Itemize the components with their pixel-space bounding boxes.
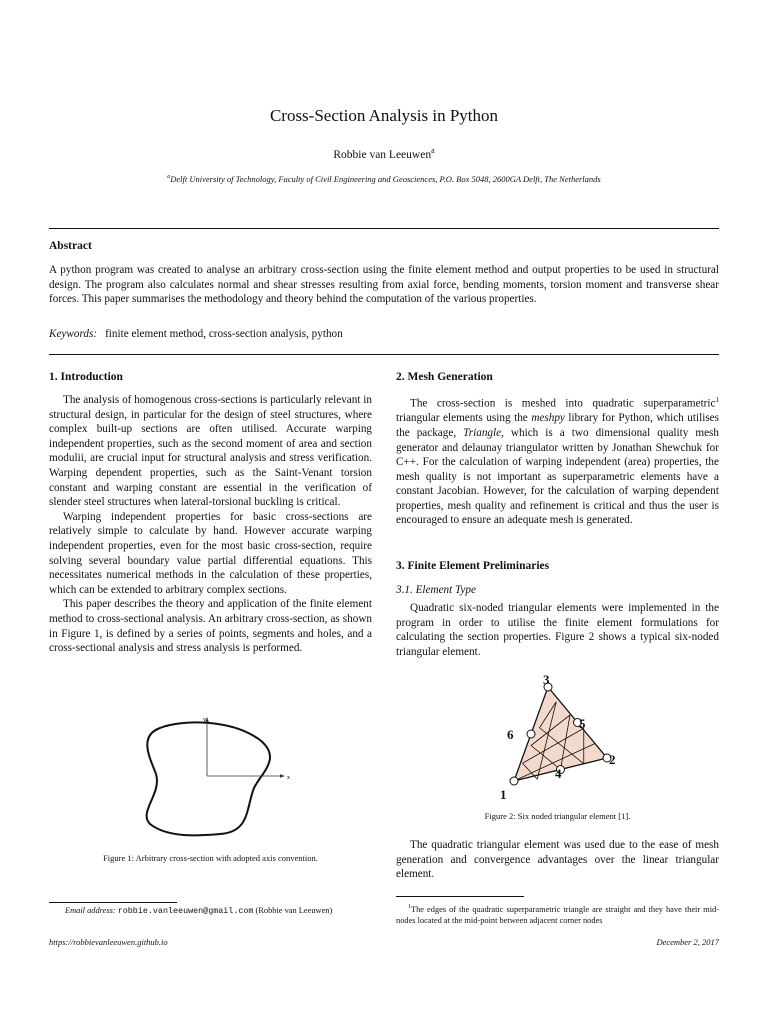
affiliation-text: Delft University of Technology, Faculty of Civil Engineering and Geosciences, P.O. Box 5048, 2600GA Delft, The Netherlands <box>170 174 601 184</box>
element-type-heading: 3.1. Element Type <box>396 584 476 596</box>
node-1-marker <box>510 777 518 785</box>
keywords-text: finite element method, cross-section analysis, python <box>105 328 343 340</box>
abstract-heading: Abstract <box>49 240 92 252</box>
email-suffix: (Robbie van Leeuwen) <box>253 906 333 915</box>
keywords <box>49 328 719 340</box>
intro-heading: 1. Introduction <box>49 371 123 383</box>
mesh-package-name: Triangle <box>463 426 502 439</box>
affiliation-mark: a <box>167 174 171 181</box>
node-4-label: 4 <box>555 766 562 781</box>
author-line <box>0 146 768 161</box>
x-axis-label: x <box>287 775 290 781</box>
intro-paragraph-2: Warping independent properties for basic cross-sections are relatively simple to calculate by hand. However accurate warping independent properties, even for the most basic cross-section, require solving several boundary value partial differential equations. This necessitates numerical methods in the calculation of these properties, which can be extended to arbitrary complex sections. <box>49 510 372 596</box>
mesh-footnote-mark: 1 <box>715 396 719 404</box>
fe-paragraph-1: Quadratic six-noded triangular elements were implemented in the program in order to utilise the finite element formulations for calculating the section properties. Figure 2 shows a typical six-noded triangular element. <box>396 602 719 658</box>
mesh-lib-name: meshpy <box>531 412 565 425</box>
figure-1-cross-section <box>120 712 310 844</box>
node-3-label: 3 <box>543 672 550 687</box>
figure-1-caption: Figure 1: Arbitrary cross-section with adopted axis convention. <box>103 853 318 863</box>
mesh-text-4: , which is a two dimensional quality mesh generator and delaunay triangulator written by Jonathan Shewchuk for C++. For the calculation of warping independent (area) properties, the mesh quality is not important as superparametric elements have a constant Jacobian. However, for the calculation of warping dependent properties, mesh quality and refinement is critical and thus the user is encouraged to ensure an adequate mesh is generated. <box>396 426 719 527</box>
figure-2-caption: Figure 2: Six noded triangular element [1]. <box>484 811 631 821</box>
intro-paragraph-3: This paper describes the theory and application of the finite element method to cross-sectional analysis. An arbitrary cross-section, as shown in Figure 1, is defined by a series of points, segments and holes, and a cross-sectional analysis and stress analysis is performed. <box>49 598 372 655</box>
mesh-text-1: The cross-section is meshed into quadratic superparametric <box>410 397 716 410</box>
intro-body <box>49 393 372 656</box>
node-6-label: 6 <box>507 727 514 742</box>
email-label: Email address: <box>65 906 118 915</box>
node-2-label: 2 <box>609 752 616 767</box>
abstract-text: A python program was created to analyse an arbitrary cross-section using the finite element method and output properties to be used in structural design. The program also calculates normal and shear stresses resulting from axial force, bending moments, torsion moment and transverse shear forces. This paper summarises the methodology and theory behind the computation of the various properties. <box>49 264 719 306</box>
mesh-text-3: library for Python, which utilises the package, <box>396 412 719 439</box>
footnote-1 <box>396 902 719 926</box>
mesh-text-2: triangular elements using the <box>396 412 532 425</box>
node-5-label: 5 <box>579 716 586 731</box>
left-footnote-rule <box>49 902 177 903</box>
figure-2-triangle-element <box>497 670 627 810</box>
top-rule <box>49 228 719 229</box>
y-axis-label: y <box>203 717 206 723</box>
mesh-body <box>396 393 719 528</box>
abstract-bottom-rule <box>49 354 719 355</box>
keywords-label: Keywords: <box>49 328 98 340</box>
author-mark: a <box>431 146 435 155</box>
node-6-marker <box>527 730 535 738</box>
right-footnote-rule <box>396 896 524 897</box>
footnote-1-mark: 1 <box>408 904 411 910</box>
email-footnote <box>49 905 372 917</box>
footer-url: https://robbievanleeuwen.github.io <box>49 937 168 947</box>
paper-title: Cross-Section Analysis in Python <box>269 106 499 125</box>
x-axis-arrowhead <box>280 774 285 778</box>
intro-paragraph-1: The analysis of homogenous cross-sections is particularly relevant in structural design, in particular for the design of steel structures, where complex built-up sections are often utilised. Accurate warping independent properties, such as the second moment of area and section modulii, are crucial input for structural analysis and stress verification. Warping dependent properties, such as the Saint-Venant torsion constant and warping constant are essential in the verification of slender steel structures when lateral-torsional buckling is critical. <box>49 394 372 509</box>
fe-body-continued <box>396 838 719 882</box>
fe-body <box>396 601 719 659</box>
fe-paragraph-2: The quadratic triangular element was used due to the ease of mesh generation and convergence advantages over the linear triangular element. <box>396 839 719 881</box>
footnote-1-text: The edges of the quadratic superparametric triangle are straight and they have their mid-nodes located at the mid-point between adjacent corner nodes <box>396 904 719 925</box>
mesh-heading: 2. Mesh Generation <box>396 371 493 383</box>
mesh-paragraph <box>396 393 719 528</box>
fe-heading: 3. Finite Element Preliminaries <box>396 560 550 572</box>
email-address: robbie.vanleeuwen@gmail.com <box>117 906 254 916</box>
footer-date: December 2, 2017 <box>656 937 719 947</box>
affiliation <box>0 174 768 184</box>
node-1-label: 1 <box>500 787 507 802</box>
author-name: Robbie van Leeuwen <box>333 148 432 161</box>
cross-section-outline <box>147 722 270 835</box>
